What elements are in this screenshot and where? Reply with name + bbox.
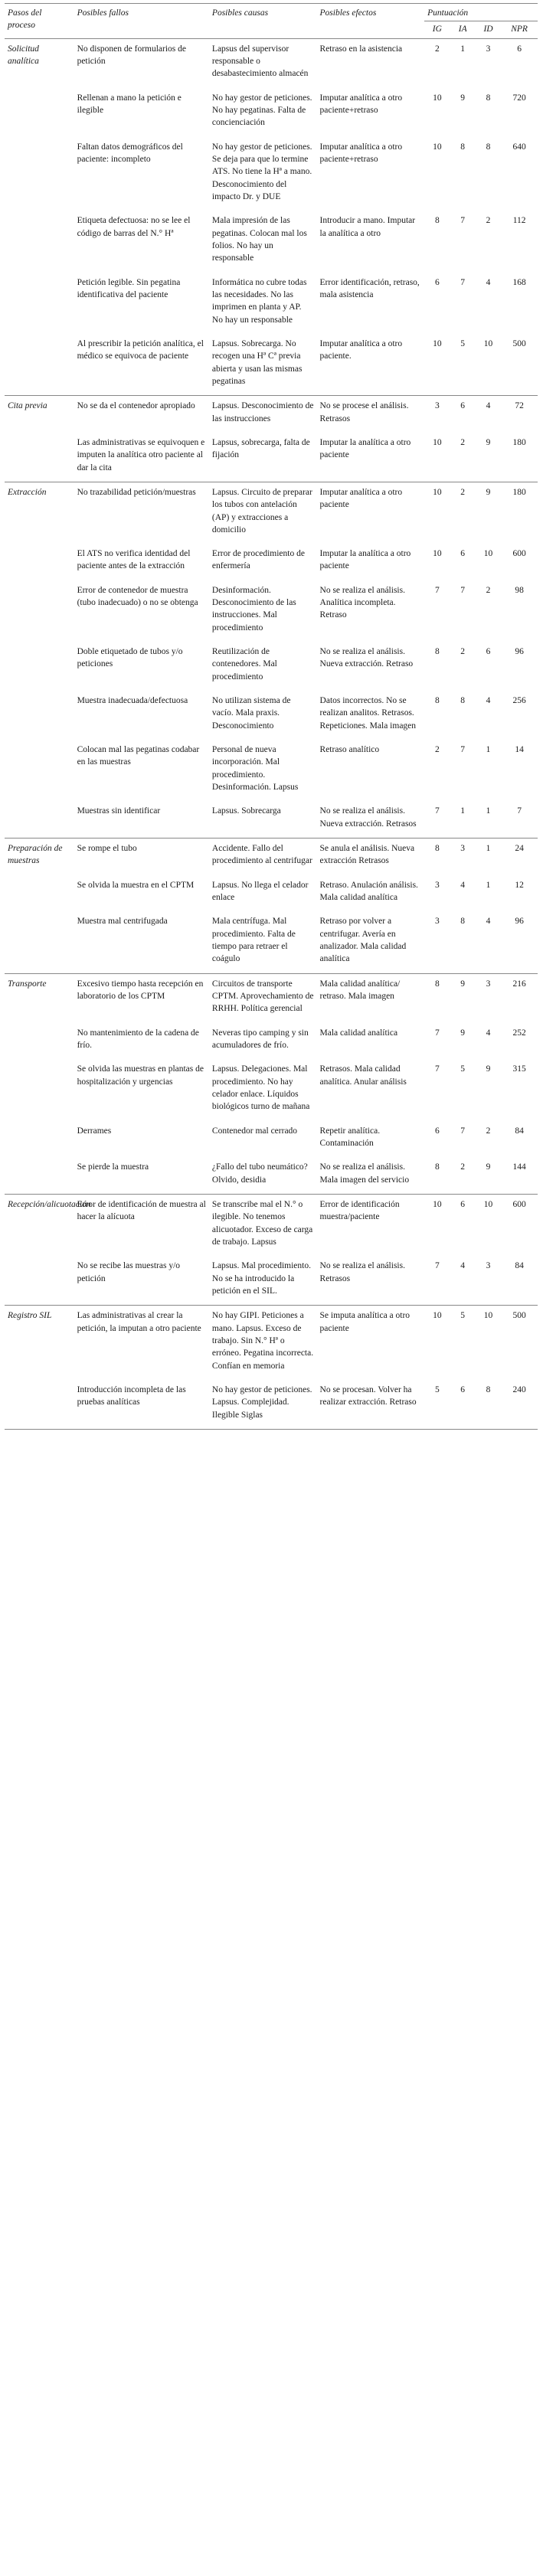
cell-id: 10 [483,549,493,559]
cell-efecto: Error identificación, retraso, mala asistencia [319,277,420,299]
cell-proceso [5,801,74,838]
cell-ia: 9 [460,93,466,103]
cell-proceso [5,691,74,740]
cell-causa: Personal de nueva incorporación. Mal procedimiento. Desinformación. Lapsus [211,745,299,793]
cell-ia: 1 [450,38,476,87]
cell-proceso [5,1380,74,1429]
cell-causa: Contenedor mal cerrado [211,1126,298,1136]
cell-ia: 8 [460,696,466,706]
cell-id: 4 [476,396,501,433]
cell-fallo: Petición legible. Sin pegatina identificativa del paciente [77,277,181,299]
cell-ia: 7 [460,277,466,287]
table-row [5,1023,538,1060]
cell-efecto: No se procese el análisis. Retrasos [317,396,425,433]
cell-proceso [5,273,74,334]
cell-npr: 24 [501,839,538,875]
cell-ia: 9 [460,1028,466,1038]
cell-proceso [5,334,74,396]
cell-fallo: Faltan datos demográficos del paciente: incompleto [77,142,183,164]
table-row [5,691,538,740]
cell-ia: 6 [450,1194,476,1256]
cell-npr: 84 [515,1261,524,1271]
cell-causa: No hay gestor de peticiones. Lapsus. Complejidad. Ilegible Siglas [209,1380,317,1429]
cell-ia: 7 [460,585,466,595]
cell-fallo: El ATS no verifica identidad del paciente antes de la extracción [77,549,191,571]
cell-efecto: Retrasos. Mala calidad analítica. Anular análisis [319,1064,407,1087]
cell-causa: Lapsus. No llega el celador enlace [211,880,309,903]
cell-ig: 7 [434,1261,440,1271]
cell-id: 2 [486,1126,491,1136]
cell-efecto: Se imputa analítica a otro paciente [317,1306,425,1380]
cell-id: 8 [476,1380,501,1429]
cell-causa: Mala impresión de las pegatinas. Colocan mal los folios. No hay un responsable [211,216,307,263]
cell-id: 4 [486,917,491,927]
cell-npr: 500 [501,1306,538,1380]
table-row [5,88,538,137]
cell-proceso: Preparación de muestras [5,839,74,875]
cell-ia: 5 [460,1064,466,1074]
cell-proceso [5,211,74,272]
cell-fallo: Se olvida las muestras en plantas de hospitalización y urgencias [77,1064,204,1087]
cell-ia: 7 [460,216,466,226]
cell-proceso [5,433,74,482]
cell-proceso: Registro SIL [5,1306,74,1380]
cell-ig: 8 [434,1162,440,1172]
cell-proceso [5,580,74,642]
table-row [5,482,538,544]
cell-ia: 7 [460,1126,466,1136]
cell-npr: 315 [512,1064,526,1074]
cell-ig: 6 [434,1126,440,1136]
cell-proceso [5,1256,74,1305]
cell-efecto: Mala calidad analítica [319,1028,398,1038]
cell-npr: 640 [512,142,526,152]
header-npr: NPR [501,21,538,38]
table-row [5,1121,538,1158]
cell-causa: Lapsus. Sobrecarga. No recogen una Hª Cª previa abierta y usan las mismas pegatinas [211,338,303,386]
cell-ig: 8 [424,973,450,1022]
cell-efecto: Imputar analítica a otro paciente+retraso [319,142,403,164]
cell-npr: 12 [515,880,524,890]
cell-id: 10 [476,1306,501,1380]
cell-proceso [5,88,74,137]
cell-id: 1 [486,806,491,816]
cell-causa: ¿Fallo del tubo neumático? Olvido, desidia [211,1162,308,1185]
cell-ig: 8 [434,647,440,657]
cell-fallo: Doble etiquetado de tubos y/o peticiones [77,647,183,669]
cell-fallo: Muestra mal centrifugada [77,917,168,927]
cell-causa: Reutilización de contenedores. Mal procedimiento [211,647,277,682]
cell-proceso: Extracción [5,482,74,544]
cell-efecto: Retraso analítico [319,745,380,755]
table-row [5,433,538,482]
cell-causa: No utilizan sistema de vacío. Mala praxis. Desconocimiento [211,696,291,731]
cell-causa: Circuitos de transporte CPTM. Aprovechamiento de RRHH. Política gerencial [209,973,317,1022]
cell-npr: 240 [501,1380,538,1429]
cell-id: 9 [486,1064,491,1074]
cell-ia: 2 [460,1162,466,1172]
cell-ig: 8 [424,839,450,875]
cell-npr: 144 [512,1162,526,1172]
cell-proceso: Cita previa [5,396,74,433]
cell-ia: 4 [460,880,466,890]
cell-npr: 72 [501,396,538,433]
table-row [5,973,538,1022]
cell-npr: 256 [512,696,526,706]
cell-efecto: Imputar analítica a otro paciente [317,482,425,544]
cell-id: 10 [476,1194,501,1256]
table-row [5,580,538,642]
cell-causa: No hay gestor de peticiones. No hay pegatinas. Falta de concienciación [211,93,312,128]
table-row [5,801,538,838]
cell-ig: 10 [433,142,442,152]
cell-id: 8 [486,142,491,152]
cell-efecto: No se realiza el análisis. Analítica incompleta. Retraso [319,585,405,620]
cell-efecto: Retraso en la asistencia [317,38,425,87]
cell-ig: 3 [424,396,450,433]
cell-fallo: Error de contenedor de muestra (tubo inadecuado) o no se obtenga [77,585,198,608]
header-causas: Posibles causas [209,4,317,39]
cell-causa: Informática no cubre todas las necesidades. No las imprimen en planta y AP. No hay un responsable [211,277,307,325]
table-row [5,1380,538,1429]
cell-ig: 10 [424,1194,450,1256]
cell-id: 9 [486,1162,491,1172]
table-row [5,911,538,973]
cell-ia: 8 [460,917,466,927]
cell-id: 4 [486,277,491,287]
cell-id: 4 [486,696,491,706]
cell-fallo: Muestras sin identificar [77,806,161,816]
header-ia: IA [450,21,476,38]
cell-proceso [5,1059,74,1120]
cell-ig: 10 [424,1306,450,1380]
cell-ig: 8 [434,696,440,706]
cell-causa: No hay gestor de peticiones. Se deja para que lo termine ATS. No tiene la Hª a mano. Desconocimiento del impacto Dr. y DUE [211,142,312,201]
cell-causa: Accidente. Fallo del procedimiento al centrifugar [209,839,317,875]
cell-causa: Lapsus, sobrecarga, falta de fijación [211,437,310,460]
cell-id: 2 [486,585,491,595]
cell-proceso [5,544,74,580]
cell-proceso [5,875,74,912]
cell-proceso: Recepción/alicuotación [5,1194,74,1256]
cell-efecto: No se realiza el análisis. Nueva extracción. Retrasos [319,806,417,829]
header-id: ID [476,21,501,38]
cell-id: 9 [486,437,491,447]
cell-ig: 10 [433,549,442,559]
cell-ia: 5 [450,1306,476,1380]
cell-id: 1 [486,880,491,890]
cell-efecto: No se realiza el análisis. Retrasos [319,1261,405,1283]
cell-fallo: No mantenimiento de la cadena de frío. [77,1028,199,1050]
cell-ia: 2 [450,482,476,544]
cell-npr: 216 [501,973,538,1022]
cell-npr: 252 [512,1028,526,1038]
cell-id: 2 [486,216,491,226]
cell-proceso [5,911,74,973]
table-row [5,1059,538,1120]
table-row [5,1306,538,1380]
cell-ig: 5 [424,1380,450,1429]
cell-causa: Error de procedimiento de enfermería [211,549,305,571]
cell-fallo: Excesivo tiempo hasta recepción en laboratorio de los CPTM [74,973,209,1022]
cell-ig: 7 [434,1064,440,1074]
cell-fallo: Error de identificación de muestra al hacer la alícuota [74,1194,209,1256]
cell-fallo: Se olvida la muestra en el CPTM [77,880,195,890]
cell-ia: 4 [460,1261,466,1271]
cell-id: 8 [486,93,491,103]
cell-causa: Desinformación. Desconocimiento de las instrucciones. Mal procedimiento [211,585,296,633]
cell-fallo: Se pierde la muestra [77,1162,149,1172]
cell-fallo: Rellenan a mano la petición e ilegible [77,93,182,115]
header-fallos: Posibles fallos [74,4,209,39]
cell-ia: 2 [460,437,466,447]
cell-ia: 6 [450,1380,476,1429]
cell-ig: 3 [434,917,440,927]
cell-id: 10 [483,338,493,348]
cell-id: 4 [486,1028,491,1038]
table-row [5,1256,538,1305]
table-row [5,544,538,580]
cell-causa: No hay GIPI. Peticiones a mano. Lapsus. Exceso de trabajo. Sin N.° Hª o erróneo. Pegatina incorrecta. Confían en memoria [209,1306,317,1380]
cell-causa: Lapsus. Circuito de preparar los tubos con antelación (AP) y extracciones a domicilio [209,482,317,544]
cell-causa: Neveras tipo camping y sin acumuladores de frío. [211,1028,309,1050]
table-row [5,1157,538,1194]
cell-proceso [5,642,74,691]
cell-proceso: Transporte [5,973,74,1022]
cell-fallo: No se da el contenedor apropiado [74,396,209,433]
cell-causa: Lapsus del supervisor responsable o desabastecimiento almacén [209,38,317,87]
cell-proceso [5,1121,74,1158]
table-row [5,334,538,396]
cell-efecto: Retraso por volver a centrifugar. Avería en analizador. Mala calidad analítica [319,917,407,964]
cell-ig: 8 [434,216,440,226]
cell-proceso: Solicitud analítica [5,38,74,87]
cell-ig: 7 [434,806,440,816]
cell-ia: 9 [450,973,476,1022]
cell-efecto: Mala calidad analítica/ retraso. Mala imagen [317,973,425,1022]
cell-ig: 10 [433,93,442,103]
cell-efecto: Imputar la analítica a otro paciente [319,549,411,571]
cell-npr: 96 [515,917,524,927]
cell-fallo: No disponen de formularios de petición [74,38,209,87]
cell-fallo: Las administrativas se equivoquen e imputen la analítica otro paciente al dar la cita [77,437,205,472]
table-row [5,642,538,691]
cell-causa: Lapsus. Sobrecarga [211,806,281,816]
cell-ig: 6 [434,277,440,287]
cell-npr: 96 [515,647,524,657]
cell-id: 1 [476,839,501,875]
cell-fallo: Etiqueta defectuosa: no se lee el código de barras del N.° Hª [77,216,191,238]
table-body [5,38,538,1429]
cell-fallo: Derrames [77,1126,112,1136]
table-row [5,839,538,875]
cell-npr: 7 [517,806,522,816]
cell-efecto: Imputar la analítica a otro paciente [319,437,411,460]
cell-causa: Se transcribe mal el N.° o ilegible. No tenemos alicuotador. Exceso de carga de trabajo. Lapsus [209,1194,317,1256]
cell-efecto: Se anula el análisis. Nueva extracción Retrasos [317,839,425,875]
cell-efecto: Imputar analítica a otro paciente+retraso [319,93,403,115]
cell-efecto: Error de identificación muestra/paciente [317,1194,425,1256]
cell-efecto: No se realiza el análisis. Nueva extracción. Retraso [319,647,414,669]
cell-id: 9 [476,482,501,544]
cell-npr: 180 [512,437,526,447]
cell-ig: 7 [434,1028,440,1038]
cell-ig: 2 [424,38,450,87]
cell-id: 6 [486,647,491,657]
cell-ig: 10 [433,437,442,447]
cell-ig: 3 [434,880,440,890]
cell-ia: 3 [450,839,476,875]
table-row [5,38,538,87]
cell-ia: 5 [460,338,466,348]
table-row [5,396,538,433]
cell-ia: 8 [460,142,466,152]
cell-fallo: Las administrativas al crear la petición, la imputan a otro paciente [74,1306,209,1380]
cell-npr: 6 [501,38,538,87]
cell-causa: Lapsus. Mal procedimiento. No se ha introducido la petición en el SIL. [211,1261,311,1296]
cell-npr: 168 [512,277,526,287]
cell-causa: Mala centrífuga. Mal procedimiento. Falta de tiempo para retraer el coágulo [211,917,296,964]
cell-ia: 6 [450,396,476,433]
cell-ia: 1 [460,806,466,816]
cell-npr: 180 [501,482,538,544]
cell-efecto: No se realiza el análisis. Mala imagen del servicio [319,1162,410,1185]
cell-npr: 600 [501,1194,538,1256]
cell-causa: Lapsus. Desconocimiento de las instrucciones [209,396,317,433]
cell-npr: 84 [515,1126,524,1136]
cell-ia: 2 [460,647,466,657]
cell-npr: 14 [515,745,524,755]
cell-ia: 7 [460,745,466,755]
cell-fallo: No trazabilidad petición/muestras [74,482,209,544]
table-header [5,4,538,39]
cell-ig: 2 [434,745,440,755]
cell-npr: 600 [512,549,526,559]
cell-ig: 10 [424,482,450,544]
cell-proceso [5,1023,74,1060]
cell-efecto: Datos incorrectos. No se realizan analitos. Retrasos. Repeticiones. Mala imagen [319,696,417,731]
table-row [5,740,538,801]
cell-efecto: No se procesan. Volver ha realizar extracción. Retraso [317,1380,425,1429]
header-ig: IG [424,21,450,38]
cell-npr: 98 [515,585,524,595]
cell-fallo: Muestra inadecuada/defectuosa [77,696,188,706]
table-row [5,273,538,334]
cell-id: 1 [486,745,491,755]
table-row [5,875,538,912]
cell-efecto: Repetir analítica. Contaminación [319,1126,381,1148]
table-row [5,137,538,211]
cell-proceso [5,137,74,211]
cell-fallo: Introducción incompleta de las pruebas analíticas [74,1380,209,1429]
header-puntuacion: Puntuación [424,4,538,21]
cell-efecto: Retraso. Anulación análisis. Mala calidad analítica [319,880,418,903]
cell-fallo: Colocan mal las pegatinas codabar en las muestras [77,745,200,767]
cell-efecto: Introducir a mano. Imputar la analítica a otro [319,216,416,238]
cell-fallo: Al prescribir la petición analítica, el médico se equivoca de paciente [77,338,204,361]
table-row [5,211,538,272]
cell-ia: 6 [460,549,466,559]
header-proceso: Pasos del proceso [5,4,74,39]
cell-proceso [5,740,74,801]
cell-fallo: No se recibe las muestras y/o petición [77,1261,181,1283]
cell-ig: 7 [434,585,440,595]
cell-id: 3 [476,38,501,87]
cell-npr: 720 [512,93,526,103]
header-efectos: Posibles efectos [317,4,425,39]
cell-id: 3 [476,973,501,1022]
cell-fallo: Se rompe el tubo [74,839,209,875]
table-row [5,1194,538,1256]
cell-ig: 10 [433,338,442,348]
cell-efecto: Imputar analítica a otro paciente. [319,338,403,361]
cell-proceso [5,1157,74,1194]
cell-causa: Lapsus. Delegaciones. Mal procedimiento. No hay celador enlace. Líquidos biológicos turno de mañana [211,1064,310,1112]
amfe-table [5,3,538,1430]
cell-npr: 500 [512,338,526,348]
cell-id: 3 [486,1261,491,1271]
cell-npr: 112 [512,216,526,226]
